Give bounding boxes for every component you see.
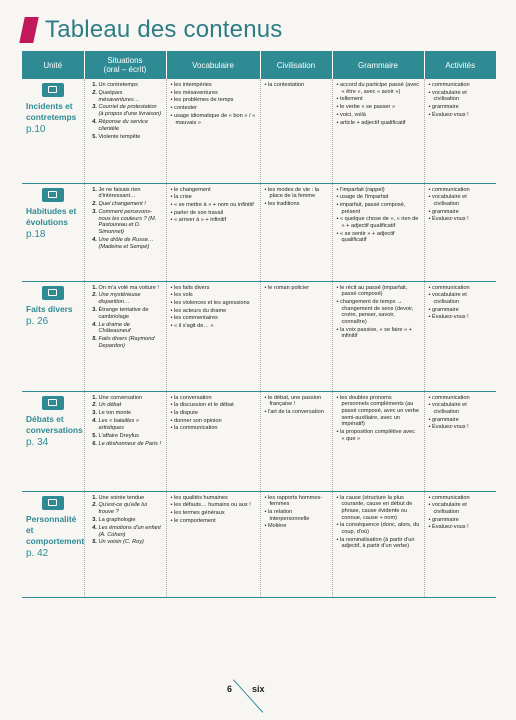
grammaire-item: • tellement (337, 96, 420, 103)
unit-icon (42, 396, 64, 410)
grammaire-item: • changement de temps → changement de sens (devoir, croire, penser, savoir, connaître) (337, 299, 420, 326)
vocabulaire-item: • la crise (171, 194, 256, 201)
activites-cell (424, 391, 496, 491)
vocabulaire-item: • les problèmes de temps (171, 97, 256, 104)
vocabulaire-item: • la conversation (171, 395, 256, 402)
header-vocabulaire: Vocabulaire (166, 51, 260, 79)
grammaire-item: • le récit au passé (imparfait, passé composé) (337, 285, 420, 298)
unit-cell (22, 281, 84, 391)
grammaire-item: • usage de l'imparfait (337, 194, 420, 201)
grammaire-item: • imparfait, passé composé, présent (337, 202, 420, 215)
table-row (22, 79, 496, 183)
vocabulaire-item: • la discussion et le débat (171, 402, 256, 409)
situation-item: 1. On m'a volé ma voiture ! (99, 285, 162, 292)
situation-item: 5. Un voisin (C. Roy) (99, 539, 162, 546)
activites-item: • communication (429, 82, 493, 89)
activites-item: • vocabulaire et civilisation (429, 292, 493, 305)
situation-item: 2. Quel changement ! (99, 201, 162, 208)
activites-item: • Évaluez-vous ! (429, 424, 493, 431)
activites-item: • communication (429, 285, 493, 292)
contents-table (22, 51, 496, 598)
page-word: six (252, 684, 265, 694)
header-situations: Situations (oral – écrit) (84, 51, 166, 79)
table-header-row (22, 51, 496, 79)
activites-item: • communication (429, 187, 493, 194)
civilisation-item: • l'art de la conversation (265, 409, 328, 416)
situation-item: 4. Les « batailles » artistiques (99, 418, 162, 431)
civilisation-item: • le roman policier (265, 285, 328, 292)
unit-name: Habitudes et évolutions (26, 205, 77, 227)
civilisation-cell (260, 281, 332, 391)
unit-page: p. 42 (26, 547, 49, 559)
vocabulaire-item: • les défauts… humains ou aux ! (171, 502, 256, 509)
vocabulaire-item: • les qualités humaines (171, 495, 256, 502)
situations-cell (84, 491, 166, 597)
vocabulaire-item: • les intempéries (171, 82, 256, 89)
situation-item: 4. Une drôle de Russe… (Madeina et Sempé) (99, 237, 162, 250)
activites-item: • vocabulaire et civilisation (429, 90, 493, 103)
unit-cell (22, 491, 84, 597)
grammaire-item: • voici, voilà (337, 112, 420, 119)
table-row (22, 281, 496, 391)
situation-item: 2. Quelques mésaventures… (99, 90, 162, 103)
unit-cell (22, 391, 84, 491)
civilisation-item: • Molière (265, 523, 328, 530)
vocabulaire-item: • les vols (171, 292, 256, 299)
vocabulaire-item: • « se mettre à » + nom ou infinitif (171, 202, 256, 209)
grammaire-item: • la proposition complétive avec « que » (337, 429, 420, 442)
situation-item: 1. Une conversation (99, 395, 162, 402)
vocabulaire-item: • les termes généraux (171, 510, 256, 517)
table-row (22, 183, 496, 281)
unit-icon (42, 188, 64, 202)
situation-item: 5. L'affaire Dreyfus (99, 433, 162, 440)
situation-item: 1. Un contretemps (99, 82, 162, 89)
situation-item: 4. Le drame de Châteauneuf (99, 322, 162, 335)
vocabulaire-cell (166, 79, 260, 183)
civilisation-cell (260, 391, 332, 491)
title-block (22, 12, 283, 48)
activites-item: • communication (429, 395, 493, 402)
grammaire-item: • « quelque chose de », « rien de » + adjectif qualificatif (337, 216, 420, 229)
unit-name: Incidents et contretemps (26, 101, 77, 122)
activites-item: • communication (429, 495, 493, 502)
situation-item: 5. Faits divers (Raymond Depardon) (99, 336, 162, 349)
civilisation-item: • la contestation (265, 82, 328, 89)
unit-page: p. 34 (26, 436, 49, 448)
grammaire-cell (332, 391, 424, 491)
vocabulaire-cell (166, 391, 260, 491)
grammaire-cell (332, 491, 424, 597)
header-grammaire: Grammaire (332, 51, 424, 79)
grammaire-item: • les doubles pronoms personnels compléments (au passé composé, avec un verbe semi-auxiliaire, avec un impératif) (337, 395, 420, 429)
activites-item: • Évaluez-vous ! (429, 524, 493, 531)
situations-cell (84, 79, 166, 183)
header-unite: Unité (22, 51, 84, 79)
vocabulaire-cell (166, 491, 260, 597)
situation-item: 3. Étrange tentative de cambriolage (99, 307, 162, 320)
situation-item: 1. Je ne faisais rien d'intéressant… (99, 187, 162, 200)
vocabulaire-item: • « il s'agit de… » (171, 323, 256, 330)
grammaire-item: • la voix passive, « se faire » + infinitif (337, 327, 420, 340)
situations-cell (84, 391, 166, 491)
activites-cell (424, 491, 496, 597)
situations-cell (84, 183, 166, 281)
unit-cell (22, 79, 84, 183)
unit-page: p.10 (26, 124, 46, 135)
unit-name: Débats et conversations (26, 413, 83, 435)
unit-name: Personnalité et comportement (26, 513, 85, 546)
title-accent-mark (19, 17, 39, 43)
vocabulaire-item: • la dispute (171, 410, 256, 417)
grammaire-item: • accord du participe passé (avec « être », avec « avoir ») (337, 82, 420, 95)
activites-item: • Évaluez-vous ! (429, 216, 493, 223)
civilisation-item: • les modes de vie : la place de la femme (265, 187, 328, 200)
activites-cell (424, 79, 496, 183)
vocabulaire-item: • les mésaventures (171, 90, 256, 97)
situations-cell (84, 281, 166, 391)
civilisation-item: • la relation interpersonnelle (265, 509, 328, 522)
table-row (22, 491, 496, 597)
activites-item: • Évaluez-vous ! (429, 314, 493, 321)
situation-item: 2. Un débat (99, 402, 162, 409)
unit-icon (42, 496, 64, 510)
grammaire-cell (332, 281, 424, 391)
civilisation-cell (260, 183, 332, 281)
situation-item: 5. Violente tempête (99, 134, 162, 141)
situation-item: 4. Réponse du service clientèle (99, 119, 162, 132)
situation-item: 6. Le déshonneur de Paris ! (99, 441, 162, 448)
situation-item: 3. Le ton monte (99, 410, 162, 417)
civilisation-item: • le débat, une passion française ! (265, 395, 328, 408)
grammaire-item: • le verbe « se passer » (337, 104, 420, 111)
page-title: Tableau des contenus (45, 16, 283, 43)
civilisation-cell (260, 491, 332, 597)
vocabulaire-item: • le comportement (171, 518, 256, 525)
grammaire-item: • la conséquence (donc, alors, du coup, d'où) (337, 522, 420, 535)
situation-item: 3. La graphologie (99, 517, 162, 524)
situation-item: 1. Une soirée tendue (99, 495, 162, 502)
activites-item: • vocabulaire et civilisation (429, 402, 493, 415)
vocabulaire-cell (166, 281, 260, 391)
vocabulaire-item: • usage idiomatique de « bon » / « mauvais » (171, 113, 256, 126)
activites-item: • grammaire (429, 517, 493, 524)
vocabulaire-cell (166, 183, 260, 281)
activites-item: • grammaire (429, 209, 493, 216)
unit-name: Faits divers (26, 303, 73, 314)
situation-item: 3. Courriel de protestation (à propos d'une livraison) (99, 104, 162, 117)
grammaire-item: • la cause (structure la plus courante, cause en début de phrase, cause évidente ou connue, cause + nom) (337, 495, 420, 522)
page-number: 6 (227, 684, 233, 694)
page-footer (0, 672, 516, 720)
grammaire-cell (332, 79, 424, 183)
situation-item: 4. Les émotions d'un enfant (A. Cohen) (99, 525, 162, 538)
activites-item: • vocabulaire et civilisation (429, 502, 493, 515)
grammaire-item: • article + adjectif qualificatif (337, 120, 420, 127)
unit-icon (42, 286, 64, 300)
situation-item: 2. Qu'est-ce qu'elle lui trouve ? (99, 502, 162, 515)
table-row (22, 391, 496, 491)
civilisation-cell (260, 79, 332, 183)
header-civilisation: Civilisation (260, 51, 332, 79)
unit-icon (42, 83, 64, 97)
vocabulaire-item: • « arriver à » + infinitif (171, 217, 256, 224)
grammaire-item: • « se sentir » + adjectif qualificatif (337, 231, 420, 244)
vocabulaire-item: • donner son opinion (171, 418, 256, 425)
unit-page: p.18 (26, 228, 46, 240)
unit-page: p. 26 (26, 315, 49, 327)
activites-item: • grammaire (429, 104, 493, 111)
situation-item: 2. Une mystérieuse disparition… (99, 292, 162, 305)
activites-cell (424, 183, 496, 281)
vocabulaire-item: • contester (171, 105, 256, 112)
vocabulaire-item: • le changement (171, 187, 256, 194)
grammaire-item: • la nominalisation (à partir d'un adjectif, à partir d'un verbe) (337, 537, 420, 550)
activites-cell (424, 281, 496, 391)
vocabulaire-item: • les commentaires (171, 315, 256, 322)
unit-cell (22, 183, 84, 281)
grammaire-item: • l'imparfait (rappel) (337, 187, 420, 194)
header-activites: Activités (424, 51, 496, 79)
activites-item: • grammaire (429, 307, 493, 314)
activites-item: • grammaire (429, 417, 493, 424)
vocabulaire-item: • la communication (171, 425, 256, 432)
grammaire-cell (332, 183, 424, 281)
activites-item: • vocabulaire et civilisation (429, 194, 493, 207)
civilisation-item: • les rapports hommes-femmes (265, 495, 328, 508)
vocabulaire-item: • les violences et les agressions (171, 300, 256, 307)
vocabulaire-item: • les acteurs du drame (171, 308, 256, 315)
vocabulaire-item: • les faits divers (171, 285, 256, 292)
situation-item: 3. Comment percevons-nous les couleurs ? (M. Pastoureau et D. Simonnet) (99, 209, 162, 236)
vocabulaire-item: • parler de son travail (171, 210, 256, 217)
civilisation-item: • les traditions (265, 201, 328, 208)
activites-item: • Évaluez-vous ! (429, 112, 493, 119)
